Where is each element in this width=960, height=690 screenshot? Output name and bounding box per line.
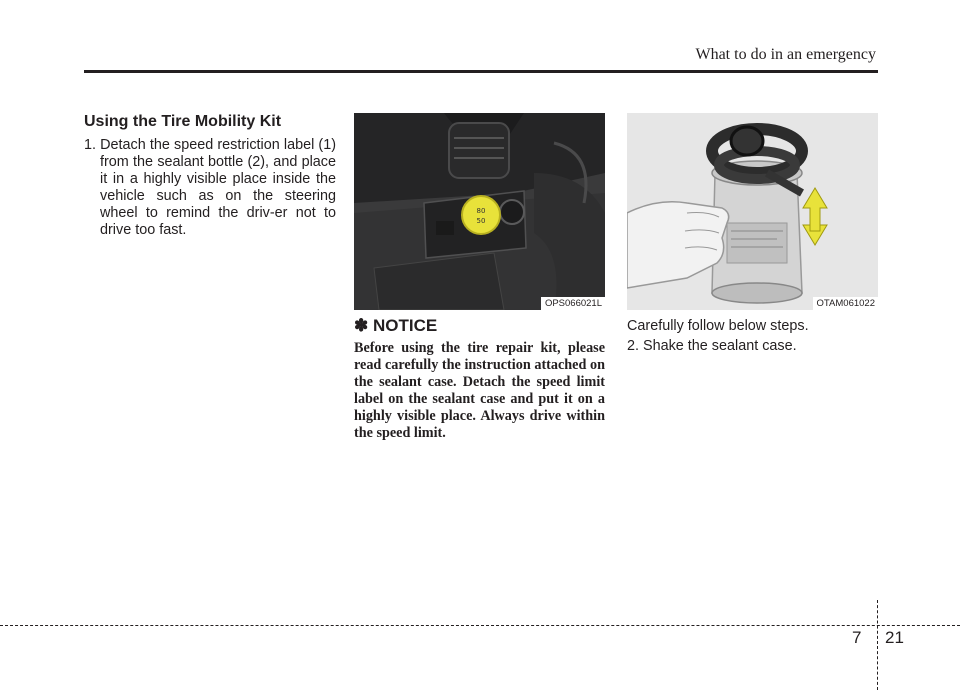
- section-title: What to do in an emergency: [695, 46, 876, 63]
- section-heading: Using the Tire Mobility Kit: [84, 113, 282, 130]
- photo-code-label: OTAM061022: [813, 297, 878, 310]
- notice-heading: ✽ NOTICE: [354, 316, 438, 335]
- dashboard-illustration: [354, 113, 605, 310]
- step-1-text: 1. Detach the speed restriction label (1) from the sealant bottle (2), and place it in a highly visible place inside the vehicle such as on the steering wheel to remind the driv-er not to drive too fast.: [84, 137, 336, 238]
- header-rule: [84, 70, 878, 73]
- photo-code-label: OPS066021L: [541, 297, 605, 310]
- sealant-case-illustration: [627, 113, 878, 310]
- dashboard-photo: [354, 113, 605, 310]
- speed-label: [462, 196, 500, 234]
- notice-body: Before using the tire repair kit, please read carefully the instruction attached on the sealant case. Detach the speed limit label on the sealant case and put it on a highly visible place. Always drive within the speed limit.: [354, 340, 605, 441]
- step-2-text: 2. Shake the sealant case.: [627, 338, 797, 354]
- page-number: 21: [885, 628, 904, 647]
- speed-label-top: 80: [476, 207, 486, 215]
- footer-rule: [0, 625, 960, 626]
- speed-label-bottom: 50: [476, 217, 486, 225]
- chapter-number: 7: [852, 628, 862, 647]
- steps-intro: Carefully follow below steps.: [627, 318, 809, 334]
- sealant-case-photo: [627, 113, 878, 310]
- footer-divider: [877, 600, 878, 690]
